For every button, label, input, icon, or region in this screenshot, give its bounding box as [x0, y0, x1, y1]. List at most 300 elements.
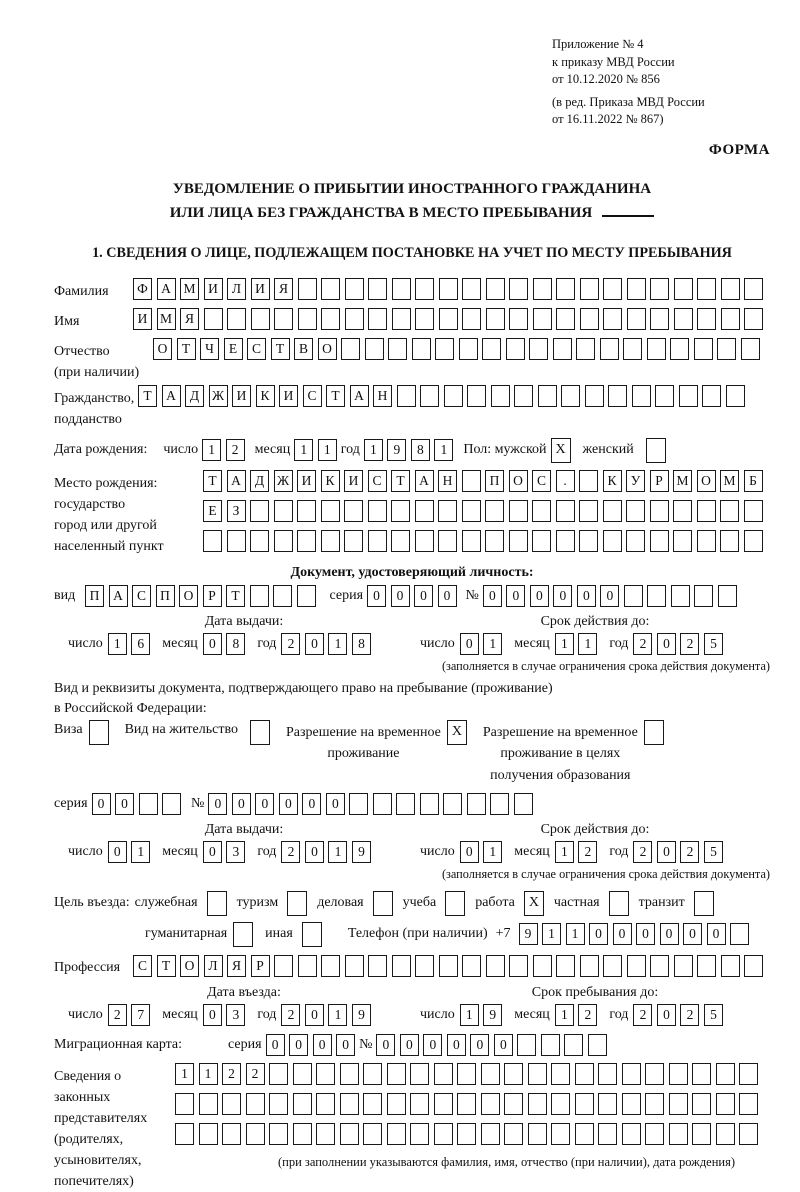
char-box[interactable]: 0 — [376, 1034, 395, 1056]
char-box[interactable]: 1 — [555, 841, 574, 863]
char-box[interactable]: 0 — [589, 923, 608, 945]
char-box[interactable] — [491, 385, 510, 407]
char-box[interactable] — [269, 1123, 288, 1145]
char-box[interactable] — [504, 1063, 523, 1085]
char-box[interactable] — [175, 1093, 194, 1115]
stay-year-boxes[interactable] — [633, 1004, 723, 1026]
char-box[interactable] — [273, 585, 292, 607]
char-box[interactable] — [624, 585, 643, 607]
purpose-work-checkbox[interactable]: X — [524, 891, 544, 916]
char-box[interactable]: С — [303, 385, 322, 407]
char-box[interactable]: 0 — [302, 793, 321, 815]
char-box[interactable]: М — [180, 278, 199, 300]
char-box[interactable] — [645, 1063, 664, 1085]
char-box[interactable]: 8 — [226, 633, 245, 655]
char-box[interactable]: Ч — [200, 338, 219, 360]
char-box[interactable] — [541, 1034, 560, 1056]
char-box[interactable]: Т — [391, 470, 410, 492]
char-box[interactable] — [650, 955, 669, 977]
char-box[interactable] — [697, 955, 716, 977]
char-box[interactable]: А — [227, 470, 246, 492]
char-box[interactable]: 0 — [305, 633, 324, 655]
representatives-boxes-row1[interactable] — [175, 1063, 758, 1085]
purpose-study-checkbox[interactable] — [445, 891, 465, 916]
char-box[interactable]: 0 — [305, 1004, 324, 1026]
char-box[interactable]: 0 — [203, 633, 222, 655]
char-box[interactable] — [694, 585, 713, 607]
char-box[interactable] — [538, 385, 557, 407]
char-box[interactable] — [632, 385, 651, 407]
char-box[interactable] — [600, 338, 619, 360]
char-box[interactable] — [556, 500, 575, 522]
char-box[interactable] — [459, 338, 478, 360]
char-box[interactable] — [551, 1123, 570, 1145]
char-box[interactable] — [482, 338, 501, 360]
char-box[interactable]: Т — [226, 585, 245, 607]
char-box[interactable]: У — [626, 470, 645, 492]
char-box[interactable] — [387, 1123, 406, 1145]
char-box[interactable] — [626, 500, 645, 522]
char-box[interactable]: 1 — [202, 439, 221, 461]
char-box[interactable] — [457, 1093, 476, 1115]
char-box[interactable]: 0 — [414, 585, 433, 607]
char-box[interactable] — [368, 530, 387, 552]
citizenship-boxes[interactable] — [138, 385, 745, 407]
char-box[interactable] — [556, 278, 575, 300]
char-box[interactable]: 0 — [660, 923, 679, 945]
char-box[interactable]: 0 — [636, 923, 655, 945]
char-box[interactable] — [490, 793, 509, 815]
char-box[interactable] — [673, 500, 692, 522]
purpose-other-checkbox[interactable] — [302, 922, 322, 947]
char-box[interactable]: 5 — [704, 1004, 723, 1026]
char-box[interactable] — [462, 278, 481, 300]
char-box[interactable]: 1 — [318, 439, 337, 461]
char-box[interactable] — [246, 1093, 265, 1115]
char-box[interactable] — [222, 1123, 241, 1145]
char-box[interactable] — [603, 955, 622, 977]
char-box[interactable] — [345, 278, 364, 300]
char-box[interactable] — [598, 1093, 617, 1115]
char-box[interactable]: 0 — [391, 585, 410, 607]
char-box[interactable]: 1 — [483, 841, 502, 863]
doc-type-boxes[interactable] — [85, 585, 316, 607]
char-box[interactable] — [576, 338, 595, 360]
char-box[interactable] — [673, 530, 692, 552]
residence-issue-year-boxes[interactable] — [281, 841, 371, 863]
char-box[interactable] — [297, 585, 316, 607]
char-box[interactable] — [439, 308, 458, 330]
char-box[interactable] — [645, 1123, 664, 1145]
char-box[interactable] — [462, 308, 481, 330]
char-box[interactable] — [410, 1063, 429, 1085]
char-box[interactable] — [363, 1123, 382, 1145]
char-box[interactable]: 1 — [566, 923, 585, 945]
char-box[interactable] — [702, 385, 721, 407]
char-box[interactable] — [697, 308, 716, 330]
char-box[interactable] — [509, 955, 528, 977]
char-box[interactable]: 2 — [578, 1004, 597, 1026]
char-box[interactable] — [564, 1034, 583, 1056]
char-box[interactable]: 0 — [208, 793, 227, 815]
char-box[interactable]: Я — [274, 278, 293, 300]
char-box[interactable]: 9 — [519, 923, 538, 945]
char-box[interactable]: Ф — [133, 278, 152, 300]
char-box[interactable] — [655, 385, 674, 407]
entry-month-boxes[interactable] — [203, 1004, 246, 1026]
char-box[interactable] — [297, 530, 316, 552]
char-box[interactable]: А — [162, 385, 181, 407]
doc-issue-day-boxes[interactable] — [108, 633, 151, 655]
char-box[interactable] — [598, 1123, 617, 1145]
char-box[interactable] — [340, 1063, 359, 1085]
char-box[interactable]: П — [156, 585, 175, 607]
char-box[interactable]: 2 — [246, 1063, 265, 1085]
char-box[interactable]: Д — [185, 385, 204, 407]
purpose-humanitarian-checkbox[interactable] — [233, 922, 253, 947]
doc-valid-year-boxes[interactable] — [633, 633, 723, 655]
birthdate-day-boxes[interactable] — [202, 439, 245, 461]
char-box[interactable] — [316, 1093, 335, 1115]
char-box[interactable] — [250, 530, 269, 552]
char-box[interactable] — [391, 500, 410, 522]
char-box[interactable]: 9 — [387, 439, 406, 461]
char-box[interactable]: 0 — [707, 923, 726, 945]
char-box[interactable]: А — [109, 585, 128, 607]
char-box[interactable]: Р — [251, 955, 270, 977]
char-box[interactable]: О — [179, 585, 198, 607]
char-box[interactable]: 0 — [367, 585, 386, 607]
char-box[interactable]: 7 — [131, 1004, 150, 1026]
char-box[interactable] — [528, 1093, 547, 1115]
char-box[interactable] — [298, 955, 317, 977]
char-box[interactable] — [444, 385, 463, 407]
purpose-tourism-checkbox[interactable] — [287, 891, 307, 916]
char-box[interactable] — [485, 530, 504, 552]
char-box[interactable] — [462, 530, 481, 552]
char-box[interactable] — [368, 278, 387, 300]
doc-valid-day-boxes[interactable] — [460, 633, 503, 655]
char-box[interactable] — [580, 308, 599, 330]
char-box[interactable] — [697, 278, 716, 300]
char-box[interactable]: 1 — [108, 633, 127, 655]
char-box[interactable] — [720, 530, 739, 552]
char-box[interactable]: 0 — [613, 923, 632, 945]
char-box[interactable] — [741, 338, 760, 360]
char-box[interactable] — [321, 530, 340, 552]
char-box[interactable]: 0 — [279, 793, 298, 815]
option-visa-checkbox[interactable] — [89, 720, 109, 745]
char-box[interactable] — [674, 955, 693, 977]
char-box[interactable]: Л — [227, 278, 246, 300]
char-box[interactable] — [420, 793, 439, 815]
char-box[interactable] — [222, 1093, 241, 1115]
char-box[interactable]: Т — [138, 385, 157, 407]
char-box[interactable]: 1 — [364, 439, 383, 461]
char-box[interactable] — [744, 278, 763, 300]
char-box[interactable]: К — [603, 470, 622, 492]
char-box[interactable] — [647, 585, 666, 607]
char-box[interactable] — [227, 308, 246, 330]
char-box[interactable] — [204, 308, 223, 330]
char-box[interactable]: В — [294, 338, 313, 360]
char-box[interactable] — [575, 1123, 594, 1145]
char-box[interactable] — [622, 1123, 641, 1145]
char-box[interactable] — [717, 338, 736, 360]
char-box[interactable] — [227, 530, 246, 552]
char-box[interactable] — [697, 530, 716, 552]
char-box[interactable] — [387, 1093, 406, 1115]
char-box[interactable] — [439, 955, 458, 977]
char-box[interactable] — [387, 1063, 406, 1085]
char-box[interactable] — [720, 500, 739, 522]
char-box[interactable] — [316, 1123, 335, 1145]
char-box[interactable]: Р — [203, 585, 222, 607]
char-box[interactable] — [397, 385, 416, 407]
char-box[interactable] — [415, 500, 434, 522]
char-box[interactable]: И — [232, 385, 251, 407]
birthplace-boxes-row3[interactable] — [203, 530, 763, 552]
char-box[interactable] — [162, 793, 181, 815]
char-box[interactable] — [274, 500, 293, 522]
migration-number-boxes[interactable] — [376, 1034, 607, 1056]
char-box[interactable] — [368, 308, 387, 330]
char-box[interactable]: Р — [650, 470, 669, 492]
char-box[interactable] — [321, 278, 340, 300]
char-box[interactable] — [486, 278, 505, 300]
char-box[interactable]: 8 — [411, 439, 430, 461]
option-temp-residence-education-checkbox[interactable] — [644, 720, 664, 745]
char-box[interactable] — [457, 1123, 476, 1145]
char-box[interactable]: 5 — [704, 841, 723, 863]
char-box[interactable] — [608, 385, 627, 407]
char-box[interactable]: 2 — [222, 1063, 241, 1085]
char-box[interactable] — [575, 1063, 594, 1085]
char-box[interactable] — [603, 500, 622, 522]
char-box[interactable] — [627, 308, 646, 330]
char-box[interactable] — [462, 470, 481, 492]
char-box[interactable] — [486, 308, 505, 330]
entry-day-boxes[interactable] — [108, 1004, 151, 1026]
char-box[interactable] — [517, 1034, 536, 1056]
residence-number-boxes[interactable] — [208, 793, 533, 815]
char-box[interactable] — [551, 1063, 570, 1085]
char-box[interactable] — [481, 1093, 500, 1115]
stay-day-boxes[interactable] — [460, 1004, 503, 1026]
char-box[interactable] — [199, 1123, 218, 1145]
char-box[interactable]: И — [344, 470, 363, 492]
char-box[interactable]: 5 — [704, 633, 723, 655]
residence-valid-year-boxes[interactable] — [633, 841, 723, 863]
char-box[interactable] — [551, 1093, 570, 1115]
char-box[interactable]: И — [279, 385, 298, 407]
char-box[interactable]: 3 — [226, 841, 245, 863]
char-box[interactable] — [457, 1063, 476, 1085]
char-box[interactable] — [297, 500, 316, 522]
char-box[interactable] — [410, 1123, 429, 1145]
char-box[interactable] — [721, 955, 740, 977]
migration-seria-boxes[interactable] — [266, 1034, 356, 1056]
char-box[interactable] — [462, 500, 481, 522]
char-box[interactable] — [396, 793, 415, 815]
char-box[interactable]: М — [720, 470, 739, 492]
char-box[interactable] — [575, 1093, 594, 1115]
char-box[interactable] — [321, 955, 340, 977]
doc-issue-month-boxes[interactable] — [203, 633, 246, 655]
char-box[interactable] — [580, 278, 599, 300]
char-box[interactable]: 2 — [633, 633, 652, 655]
char-box[interactable] — [316, 1063, 335, 1085]
option-temp-residence-checkbox[interactable]: X — [447, 720, 467, 745]
char-box[interactable]: Б — [744, 470, 763, 492]
char-box[interactable]: 0 — [305, 841, 324, 863]
char-box[interactable] — [420, 385, 439, 407]
char-box[interactable]: И — [133, 308, 152, 330]
char-box[interactable] — [467, 385, 486, 407]
char-box[interactable]: К — [321, 470, 340, 492]
char-box[interactable] — [203, 530, 222, 552]
char-box[interactable] — [514, 793, 533, 815]
char-box[interactable] — [467, 793, 486, 815]
char-box[interactable]: 1 — [542, 923, 561, 945]
sex-female-checkbox[interactable] — [646, 438, 666, 463]
char-box[interactable]: 9 — [352, 1004, 371, 1026]
char-box[interactable] — [486, 955, 505, 977]
char-box[interactable] — [274, 530, 293, 552]
char-box[interactable] — [528, 1123, 547, 1145]
char-box[interactable] — [553, 338, 572, 360]
char-box[interactable]: Ж — [274, 470, 293, 492]
char-box[interactable] — [744, 500, 763, 522]
char-box[interactable] — [391, 530, 410, 552]
char-box[interactable] — [744, 530, 763, 552]
char-box[interactable] — [368, 955, 387, 977]
char-box[interactable]: Т — [157, 955, 176, 977]
char-box[interactable]: 3 — [226, 1004, 245, 1026]
char-box[interactable]: З — [227, 500, 246, 522]
char-box[interactable] — [415, 530, 434, 552]
char-box[interactable]: 6 — [131, 633, 150, 655]
char-box[interactable]: 0 — [447, 1034, 466, 1056]
char-box[interactable] — [293, 1063, 312, 1085]
purpose-private-checkbox[interactable] — [609, 891, 629, 916]
entry-year-boxes[interactable] — [281, 1004, 371, 1026]
char-box[interactable]: Т — [271, 338, 290, 360]
doc-valid-month-boxes[interactable] — [555, 633, 598, 655]
char-box[interactable] — [603, 308, 622, 330]
char-box[interactable]: 9 — [352, 841, 371, 863]
doc-number-boxes[interactable] — [483, 585, 737, 607]
char-box[interactable]: 1 — [328, 633, 347, 655]
char-box[interactable] — [434, 1093, 453, 1115]
surname-boxes[interactable] — [133, 278, 763, 300]
char-box[interactable]: 0 — [423, 1034, 442, 1056]
char-box[interactable] — [462, 955, 481, 977]
birthplace-boxes-row1[interactable] — [203, 470, 763, 492]
char-box[interactable]: 1 — [294, 439, 313, 461]
char-box[interactable]: 0 — [326, 793, 345, 815]
char-box[interactable]: Т — [203, 470, 222, 492]
char-box[interactable]: 0 — [203, 841, 222, 863]
char-box[interactable]: 2 — [108, 1004, 127, 1026]
char-box[interactable]: 2 — [680, 633, 699, 655]
char-box[interactable]: П — [85, 585, 104, 607]
char-box[interactable] — [623, 338, 642, 360]
char-box[interactable]: 0 — [203, 1004, 222, 1026]
char-box[interactable]: 0 — [438, 585, 457, 607]
char-box[interactable]: 0 — [232, 793, 251, 815]
char-box[interactable] — [669, 1123, 688, 1145]
char-box[interactable]: 2 — [281, 841, 300, 863]
char-box[interactable]: 2 — [633, 841, 652, 863]
char-box[interactable]: Н — [373, 385, 392, 407]
char-box[interactable] — [298, 278, 317, 300]
char-box[interactable] — [363, 1063, 382, 1085]
char-box[interactable] — [340, 1093, 359, 1115]
char-box[interactable] — [580, 955, 599, 977]
char-box[interactable] — [341, 338, 360, 360]
birthdate-year-boxes[interactable] — [364, 439, 454, 461]
char-box[interactable] — [175, 1123, 194, 1145]
char-box[interactable] — [344, 530, 363, 552]
residence-valid-day-boxes[interactable] — [460, 841, 503, 863]
char-box[interactable] — [363, 1093, 382, 1115]
char-box[interactable] — [650, 308, 669, 330]
char-box[interactable] — [506, 338, 525, 360]
char-box[interactable] — [588, 1034, 607, 1056]
char-box[interactable]: С — [532, 470, 551, 492]
char-box[interactable] — [345, 955, 364, 977]
char-box[interactable] — [603, 278, 622, 300]
char-box[interactable]: 0 — [530, 585, 549, 607]
char-box[interactable] — [504, 1123, 523, 1145]
char-box[interactable]: 0 — [657, 633, 676, 655]
char-box[interactable]: 0 — [460, 633, 479, 655]
char-box[interactable] — [274, 955, 293, 977]
char-box[interactable] — [528, 1063, 547, 1085]
char-box[interactable]: 2 — [281, 633, 300, 655]
char-box[interactable] — [744, 955, 763, 977]
char-box[interactable]: 0 — [289, 1034, 308, 1056]
char-box[interactable]: Я — [180, 308, 199, 330]
char-box[interactable] — [321, 308, 340, 330]
char-box[interactable] — [439, 278, 458, 300]
char-box[interactable]: 1 — [555, 633, 574, 655]
char-box[interactable]: 2 — [633, 1004, 652, 1026]
doc-issue-year-boxes[interactable] — [281, 633, 371, 655]
doc-seria-boxes[interactable] — [367, 585, 457, 607]
char-box[interactable]: . — [556, 470, 575, 492]
char-box[interactable]: Т — [326, 385, 345, 407]
char-box[interactable] — [561, 385, 580, 407]
char-box[interactable] — [671, 585, 690, 607]
char-box[interactable] — [392, 308, 411, 330]
patronymic-boxes[interactable] — [153, 338, 760, 360]
char-box[interactable] — [529, 338, 548, 360]
char-box[interactable] — [556, 955, 575, 977]
char-box[interactable]: О — [509, 470, 528, 492]
char-box[interactable] — [368, 500, 387, 522]
char-box[interactable] — [415, 308, 434, 330]
char-box[interactable]: Е — [203, 500, 222, 522]
char-box[interactable] — [650, 278, 669, 300]
char-box[interactable] — [626, 530, 645, 552]
char-box[interactable] — [246, 1123, 265, 1145]
char-box[interactable]: 1 — [483, 633, 502, 655]
birthplace-boxes-row2[interactable] — [203, 500, 763, 522]
char-box[interactable]: 0 — [600, 585, 619, 607]
char-box[interactable]: Д — [250, 470, 269, 492]
